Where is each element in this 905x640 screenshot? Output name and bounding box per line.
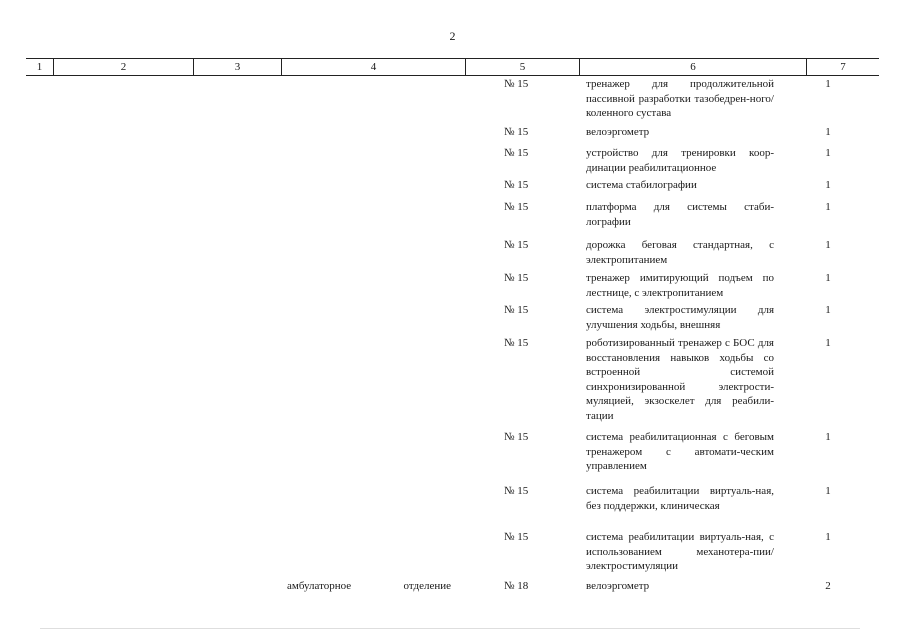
page-number: 2 [449, 29, 456, 43]
cell-order-number: № 15 [504, 126, 529, 138]
cell-order-number: № 15 [504, 147, 529, 159]
cell-department: амбулаторное отделение [287, 580, 451, 592]
cell-equipment-name: система электростимуляции для улучшения ходьбы, внешняя [586, 304, 774, 331]
cell-order-number: № 15 [504, 531, 529, 543]
cell-equipment-name: система реабилитации виртуаль-ная, с использованием механотера-пии/электростимуляции [586, 531, 774, 572]
cell-order-number: № 15 [504, 304, 529, 316]
cell-quantity: 1 [825, 78, 831, 90]
cell-order-number: № 15 [504, 272, 529, 284]
cell-quantity: 2 [825, 580, 831, 592]
cell-quantity: 1 [825, 126, 831, 138]
cell-quantity: 1 [825, 147, 831, 159]
cell-equipment-name: система реабилитационная с беговым тренажером с автомати-ческим управлением [586, 431, 774, 472]
column-header-3: 3 [234, 61, 241, 73]
cell-order-number: № 15 [504, 78, 529, 90]
cell-equipment-name: устройство для тренировки коор-динации реабилитационное [586, 147, 774, 174]
cell-equipment-name: роботизированный тренажер с БОС для восстановления навыков ходьбы со встроенной системой синхронизированной электрости-муляцией, экзоскелет для реабили-тации [586, 337, 774, 422]
cell-quantity: 1 [825, 239, 831, 251]
cell-quantity: 1 [825, 201, 831, 213]
cell-equipment-name: платформа для системы стаби-лографии [586, 201, 774, 228]
column-header-2: 2 [120, 61, 127, 73]
scan-artifact-line [40, 628, 860, 629]
cell-equipment-name: система реабилитации виртуаль-ная, без поддержки, клиническая [586, 485, 774, 512]
cell-quantity: 1 [825, 531, 831, 543]
cell-equipment-name: дорожка беговая стандартная, с электропитанием [586, 239, 774, 266]
cell-order-number: № 15 [504, 431, 529, 443]
cell-equipment-name: велоэргометр [586, 580, 650, 592]
cell-order-number: № 15 [504, 179, 529, 191]
column-header-7: 7 [840, 61, 846, 73]
cell-equipment-name: система стабилографии [586, 179, 697, 191]
cell-order-number: № 15 [504, 485, 529, 497]
cell-quantity: 1 [825, 485, 831, 497]
column-header-1: 1 [36, 61, 43, 73]
cell-order-number: № 18 [504, 580, 529, 592]
cell-order-number: № 15 [504, 201, 529, 213]
column-header-4: 4 [370, 61, 377, 73]
cell-quantity: 1 [825, 179, 831, 191]
table-header [26, 58, 879, 76]
column-header-6: 6 [690, 61, 696, 73]
cell-quantity: 1 [825, 337, 831, 349]
cell-quantity: 1 [825, 304, 831, 316]
cell-order-number: № 15 [504, 337, 529, 349]
cell-equipment-name: тренажер имитирующий подъем по лестнице, с электропитанием [586, 272, 774, 299]
cell-quantity: 1 [825, 272, 831, 284]
cell-quantity: 1 [825, 431, 831, 443]
column-header-5: 5 [519, 61, 526, 73]
cell-equipment-name: тренажер для продолжительной пассивной разработки тазобедрен-ного/коленного сустава [586, 78, 774, 119]
cell-order-number: № 15 [504, 239, 529, 251]
cell-equipment-name: велоэргометр [586, 126, 650, 138]
